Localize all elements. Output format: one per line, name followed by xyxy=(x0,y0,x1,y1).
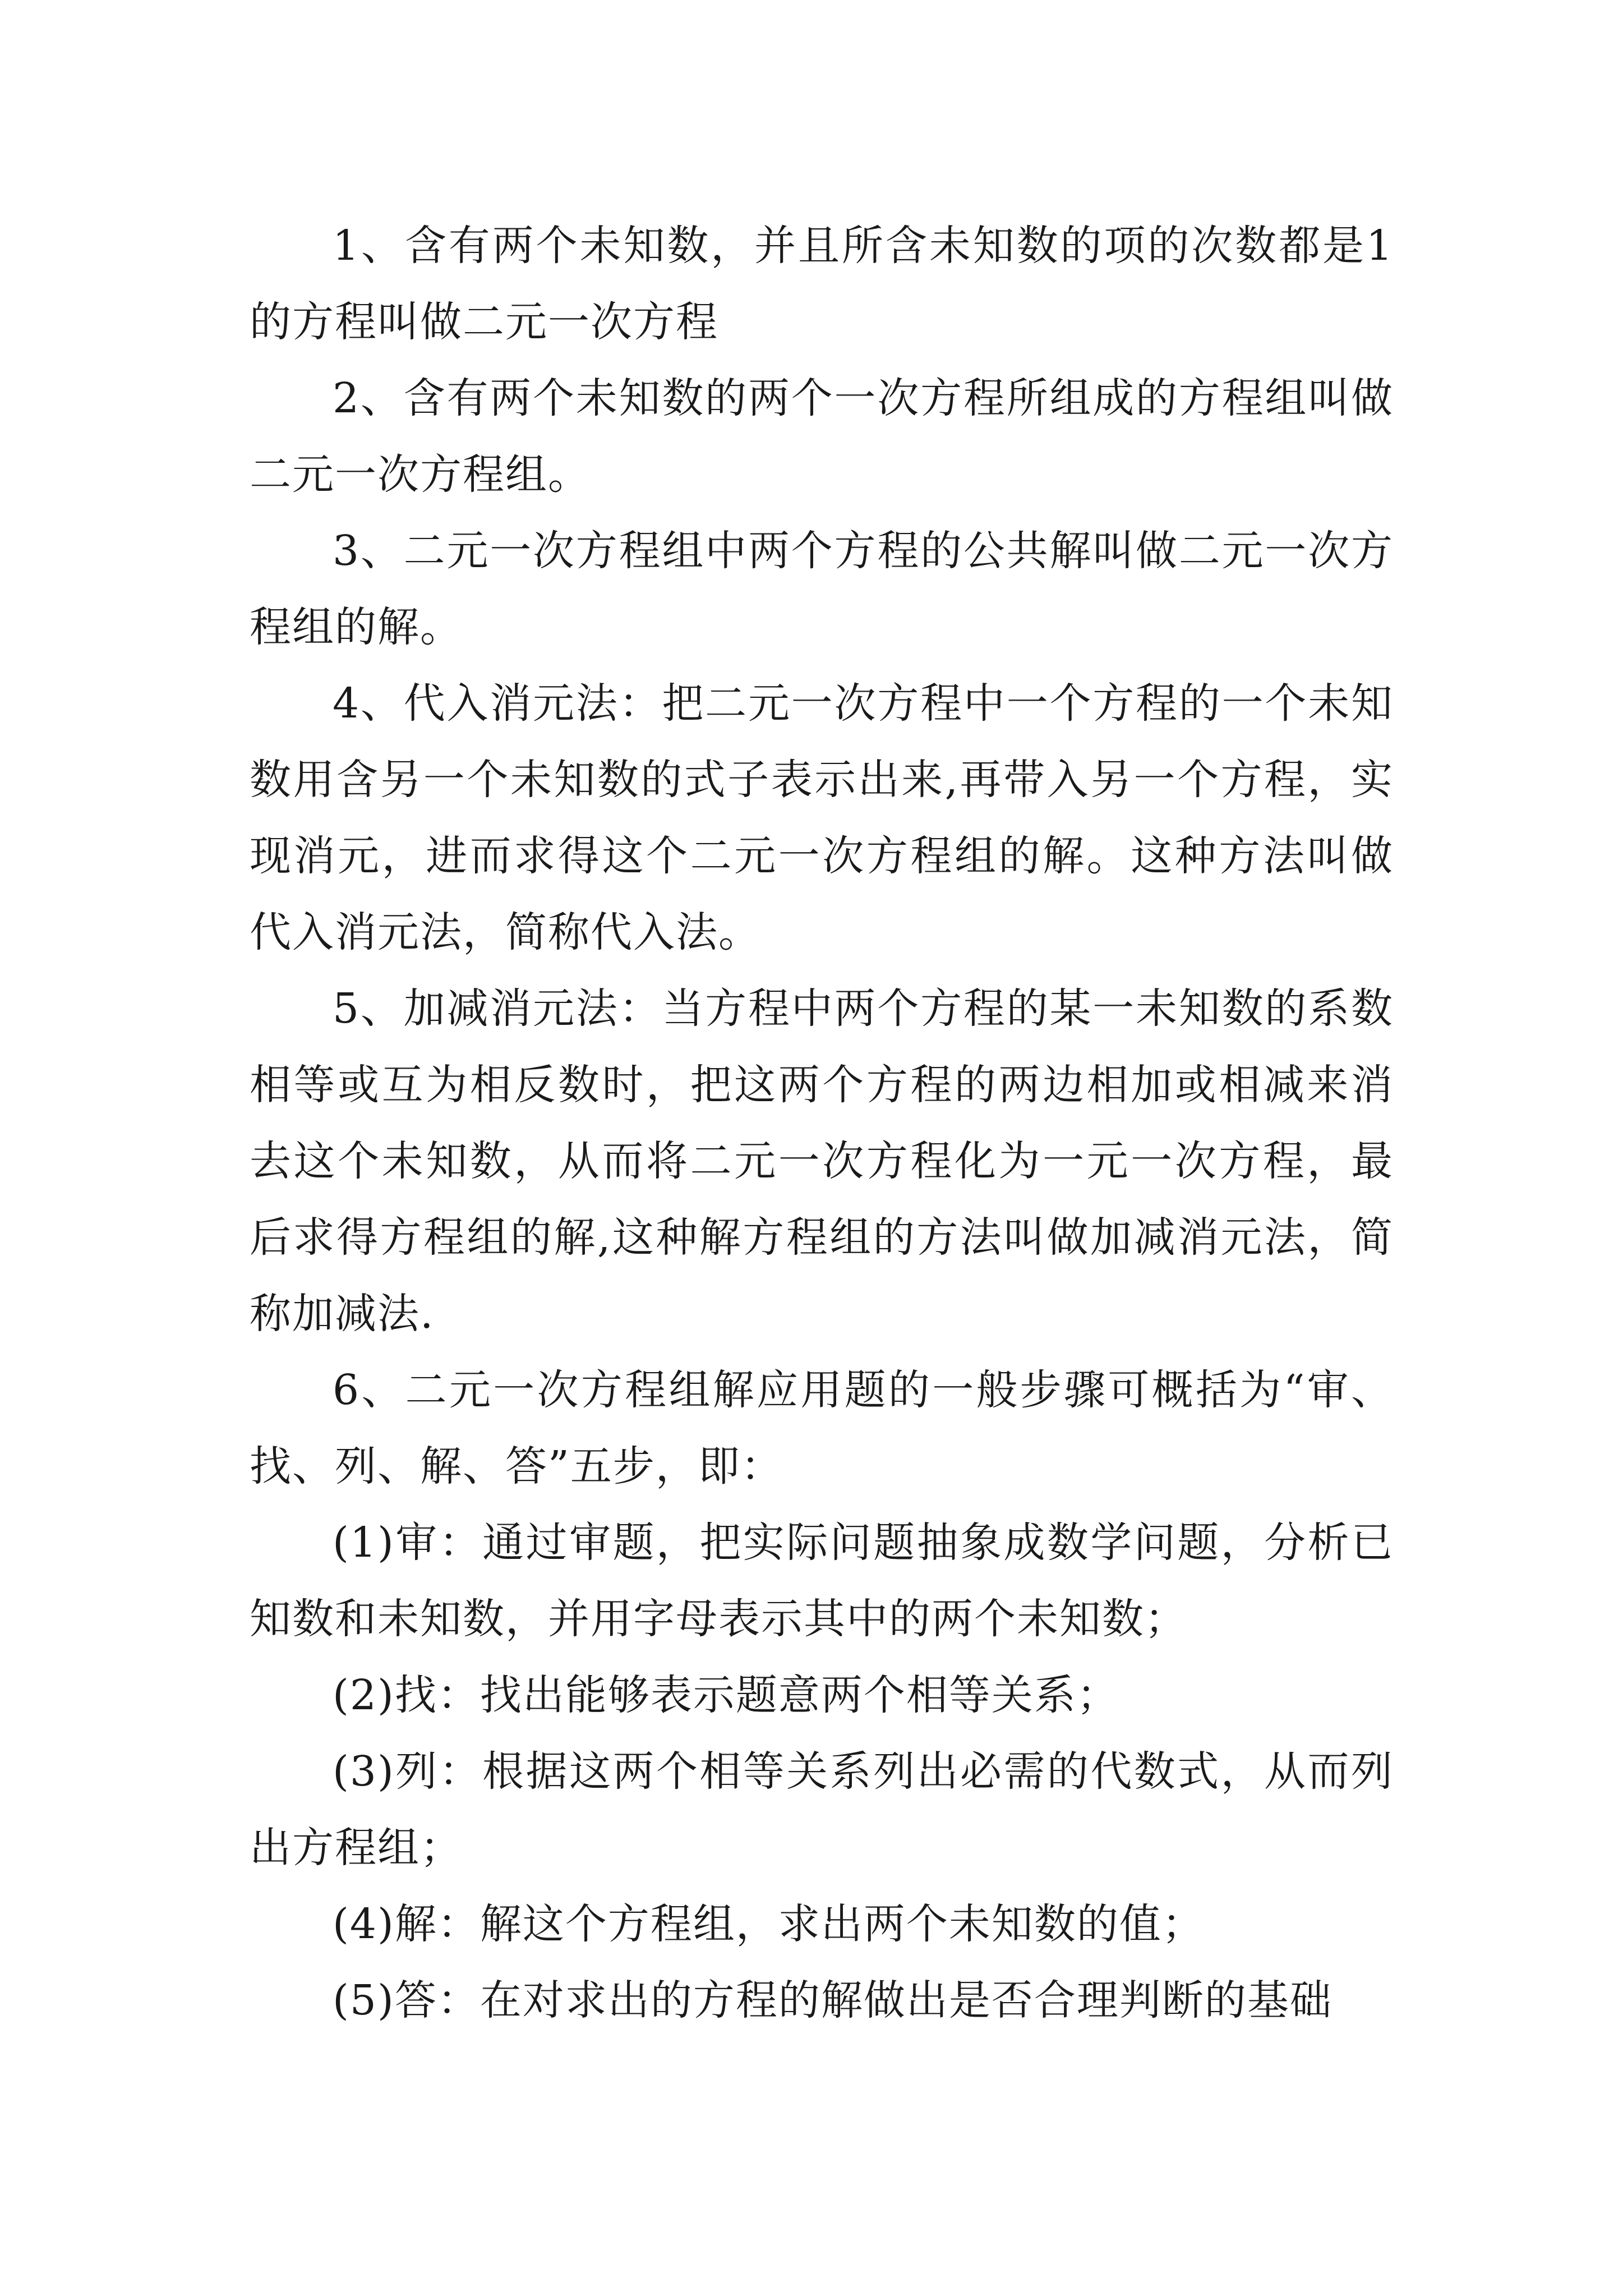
paragraph-2: 2、含有两个未知数的两个一次方程所组成的方程组叫做二元一次方程组。 xyxy=(250,374,1394,499)
paragraph-6: 6、二元一次方程组解应用题的一般步骤可概括为“审、找、列、解、答”五步，即： xyxy=(250,1366,1394,1490)
paragraph-1: 1、含有两个未知数，并且所含未知数的项的次数都是1的方程叫做二元一次方程 xyxy=(250,222,1394,346)
document-body xyxy=(250,208,1394,2039)
paragraph-step-4: (4)解：解这个方程组，求出两个未知数的值； xyxy=(333,1900,1205,1948)
paragraph-step-3: (3)列：根据这两个相等关系列出必需的代数式，从而列出方程组； xyxy=(250,1747,1394,1872)
paragraph-step-2: (2)找：找出能够表示题意两个相等关系； xyxy=(333,1671,1119,1719)
paragraph-step-5: (5)答：在对求出的方程的解做出是否合理判断的基础 xyxy=(333,1976,1332,2024)
paragraph-step-1: (1)审：通过审题，把实际问题抽象成数学问题，分析已知数和未知数，并用字母表示其中的两个未知数； xyxy=(250,1519,1394,1643)
paragraph-3: 3、二元一次方程组中两个方程的公共解叫做二元一次方程组的解。 xyxy=(250,527,1394,651)
paragraph-4: 4、代入消元法：把二元一次方程中一个方程的一个未知数用含另一个未知数的式子表示出来,再带入另一个方程，实现消元，进而求得这个二元一次方程组的解。这种方法叫做代入消元法，简称代入法。 xyxy=(250,679,1394,956)
paragraph-5: 5、加减消元法：当方程中两个方程的某一未知数的系数相等或互为相反数时，把这两个方程的两边相加或相减来消去这个未知数，从而将二元一次方程化为一元一次方程，最后求得方程组的解,这种解方程组的方法叫做加减消元法，简称加减法. xyxy=(250,984,1394,1338)
